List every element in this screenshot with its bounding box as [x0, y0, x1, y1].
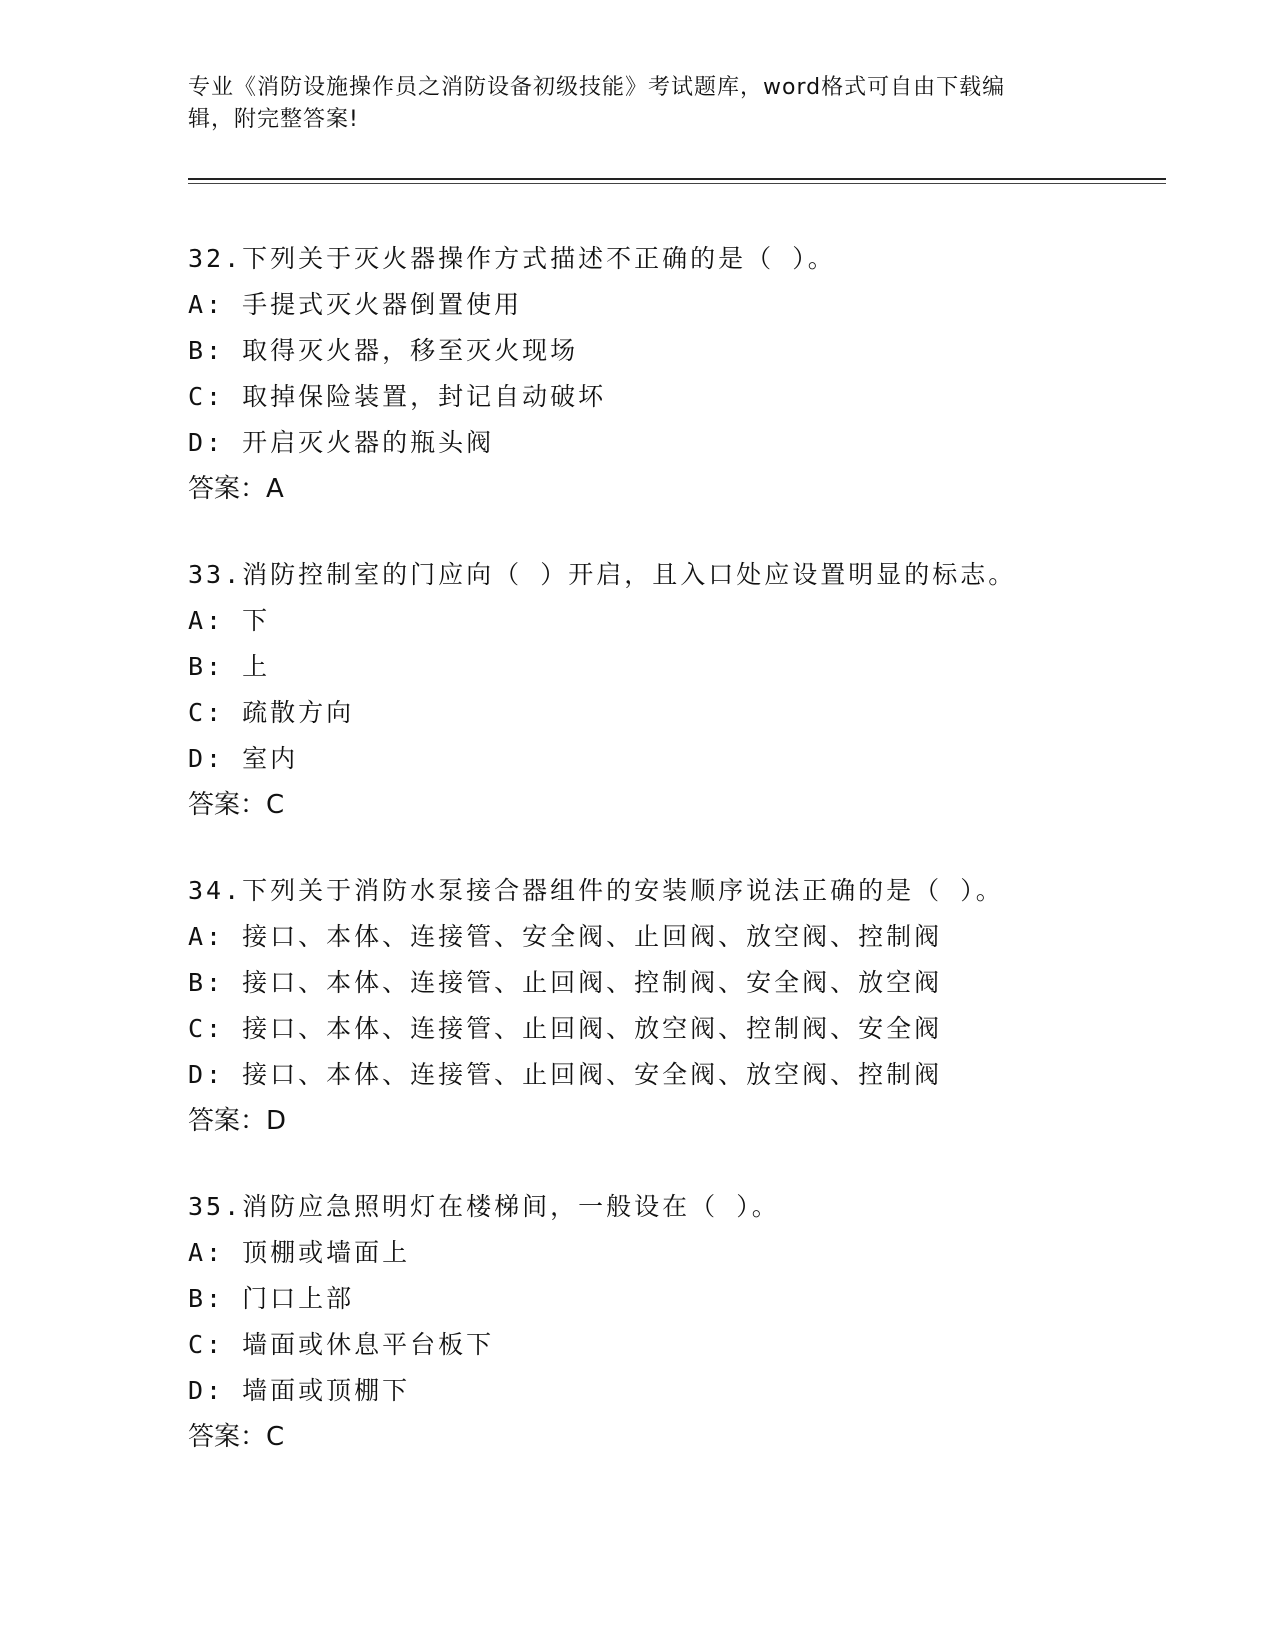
option-b: B: 接口、本体、连接管、止回阀、控制阀、安全阀、放空阀	[188, 968, 943, 997]
option-c: C: 疏散方向	[188, 698, 355, 727]
answer-line: 答案：C	[188, 1422, 285, 1452]
question-stem: 34.下列关于消防水泵接合器组件的安装顺序说法正确的是（ ）。	[188, 876, 1004, 905]
answer-line: 答案：C	[188, 790, 285, 820]
option-c: C: 接口、本体、连接管、止回阀、放空阀、控制阀、安全阀	[188, 1014, 943, 1043]
option-d: D: 室内	[188, 744, 299, 773]
question-stem: 33.消防控制室的门应向（ ）开启，且入口处应设置明显的标志。	[188, 560, 1017, 589]
option-a: A: 下	[188, 606, 271, 635]
question-list	[188, 236, 1188, 1500]
option-d: D: 开启灭火器的瓶头阀	[188, 428, 495, 457]
option-c: C: 墙面或休息平台板下	[188, 1330, 495, 1359]
option-b: B: 门口上部	[188, 1284, 355, 1313]
option-b: B: 取得灭火器，移至灭火现场	[188, 336, 579, 365]
option-d: D: 墙面或顶棚下	[188, 1376, 411, 1405]
option-b: B: 上	[188, 652, 271, 681]
option-a: A: 手提式灭火器倒置使用	[188, 290, 523, 319]
option-c: C: 取掉保险装置，封记自动破坏	[188, 382, 607, 411]
header-line-2: 辑，附完整答案!	[188, 107, 359, 132]
header-line-1: 专业《消防设施操作员之消防设备初级技能》考试题库，word格式可自由下载编	[188, 75, 1006, 100]
question-stem: 32.下列关于灭火器操作方式描述不正确的是（ ）。	[188, 244, 836, 273]
answer-line: 答案：A	[188, 474, 284, 504]
question-34	[188, 868, 1188, 1144]
question-32	[188, 236, 1188, 512]
option-a: A: 接口、本体、连接管、安全阀、止回阀、放空阀、控制阀	[188, 922, 943, 951]
option-a: A: 顶棚或墙面上	[188, 1238, 411, 1267]
question-stem: 35.消防应急照明灯在楼梯间，一般设在（ ）。	[188, 1192, 780, 1221]
header-divider-thick	[188, 178, 1166, 180]
question-33	[188, 552, 1188, 828]
option-d: D: 接口、本体、连接管、止回阀、安全阀、放空阀、控制阀	[188, 1060, 943, 1089]
question-35	[188, 1184, 1188, 1460]
document-header	[188, 72, 1088, 136]
answer-line: 答案：D	[188, 1106, 287, 1136]
header-divider-thin	[188, 183, 1166, 184]
